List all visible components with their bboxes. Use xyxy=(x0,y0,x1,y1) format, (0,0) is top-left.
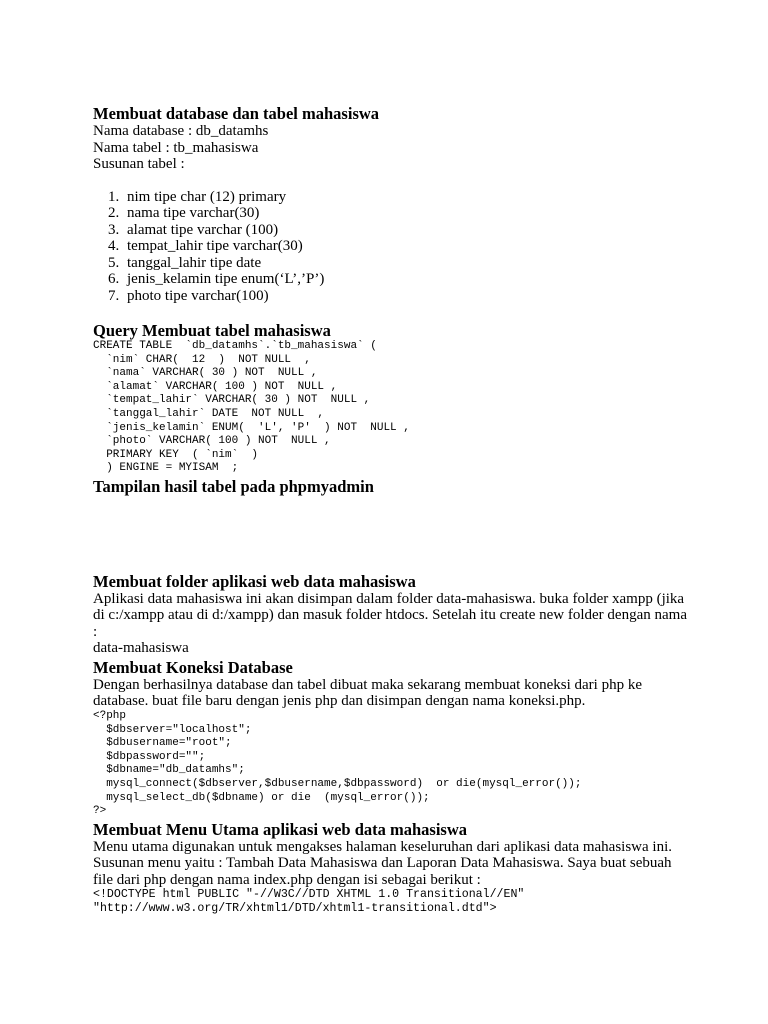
field-item-photo: 7. photo tipe varchar(100) xyxy=(123,288,693,305)
menu-utama-paragraph: Menu utama digunakan untuk mengakses halaman keseluruhan dari aplikasi data mahasiswa ini. Susunan menu yaitu : Tambah Data Mahasiswa dan Laporan Data Mahasiswa. Saya buat sebuah file dari php dengan nama index.php dengan isi sebagai berikut : xyxy=(93,838,673,888)
field-item-tempat-lahir: 4. tempat_lahir tipe varchar(30) xyxy=(123,238,693,255)
database-name-line: Nama database : db_datamhs xyxy=(93,123,269,139)
field-item-alamat: 3. alamat tipe varchar (100) xyxy=(123,222,693,239)
table-structure-line: Susunan tabel : xyxy=(93,156,185,172)
folder-name-line: data-mahasiswa xyxy=(93,640,189,657)
heading-menu-utama: Membuat Menu Utama aplikasi web data mahasiswa xyxy=(93,819,468,839)
koneksi-paragraph: Dengan berhasilnya database dan tabel dibuat maka sekarang membuat koneksi dari php ke database. buat file baru dengan jenis php dan disimpan dengan nama koneksi.php. xyxy=(93,676,642,710)
field-item-jenis-kelamin: 6. jenis_kelamin tipe enum(‘L’,’P’) xyxy=(123,271,693,288)
field-item-nim: 1. nim tipe char (12) primary xyxy=(123,189,693,206)
blank-image-area xyxy=(93,496,693,572)
field-item-nama: 2. nama tipe varchar(30) xyxy=(123,205,693,222)
heading-folder: Membuat folder aplikasi web data mahasiswa xyxy=(93,571,416,591)
create-table-code: CREATE TABLE `db_datamhs`.`tb_mahasiswa` ( `nim` CHAR( 12 ) NOT NULL , `nama` VARCHAR( 30 ) NOT NULL , `alamat` VARCHAR( 100 ) NOT NULL , `tempat_lahir` VARCHAR( 30 ) NOT NULL , `tanggal_lahir` DATE NOT NULL , `jenis_kelamin` ENUM( 'L', 'P' ) NOT NULL , `photo` VARCHAR( 100 ) NOT NULL , PRIMARY KEY ( `nim` ) ) ENGINE = MYISAM ; xyxy=(93,340,410,475)
folder-paragraph: Aplikasi data mahasiswa ini akan disimpan dalam folder data-mahasiswa. buka folder xampp (jika di c:/xampp atau di d:/xampp) dan masuk folder htdocs. Setelah itu create new folder dengan nama : xyxy=(93,590,687,640)
table-name-line: Nama tabel : tb_mahasiswa xyxy=(93,139,259,156)
heading-koneksi: Membuat Koneksi Database xyxy=(93,657,293,677)
document-content xyxy=(93,104,693,915)
heading-query: Query Membuat tabel mahasiswa xyxy=(93,321,331,340)
field-item-tanggal-lahir: 5. tanggal_lahir tipe date xyxy=(123,255,693,272)
field-list xyxy=(93,189,693,305)
heading-database-table: Membuat database dan tabel mahasiswa xyxy=(93,104,380,123)
doctype-code: <!DOCTYPE html PUBLIC "-//W3C//DTD XHTML 1.0 Transitional//EN" "http://www.w3.org/TR/xhtml1/DTD/xhtml1-transitional.dtd"> xyxy=(93,888,525,915)
koneksi-code: <?php $dbserver="localhost"; $dbusername="root"; $dbpassword=""; $dbname="db_datamhs"; mysql_connect($dbserver,$dbusername,$dbpassword) or die(mysql_error()); mysql_select_db($dbname) or die (mysql_error()); ?> xyxy=(93,709,582,818)
heading-phpmyadmin: Tampilan hasil tabel pada phpmyadmin xyxy=(93,476,374,496)
